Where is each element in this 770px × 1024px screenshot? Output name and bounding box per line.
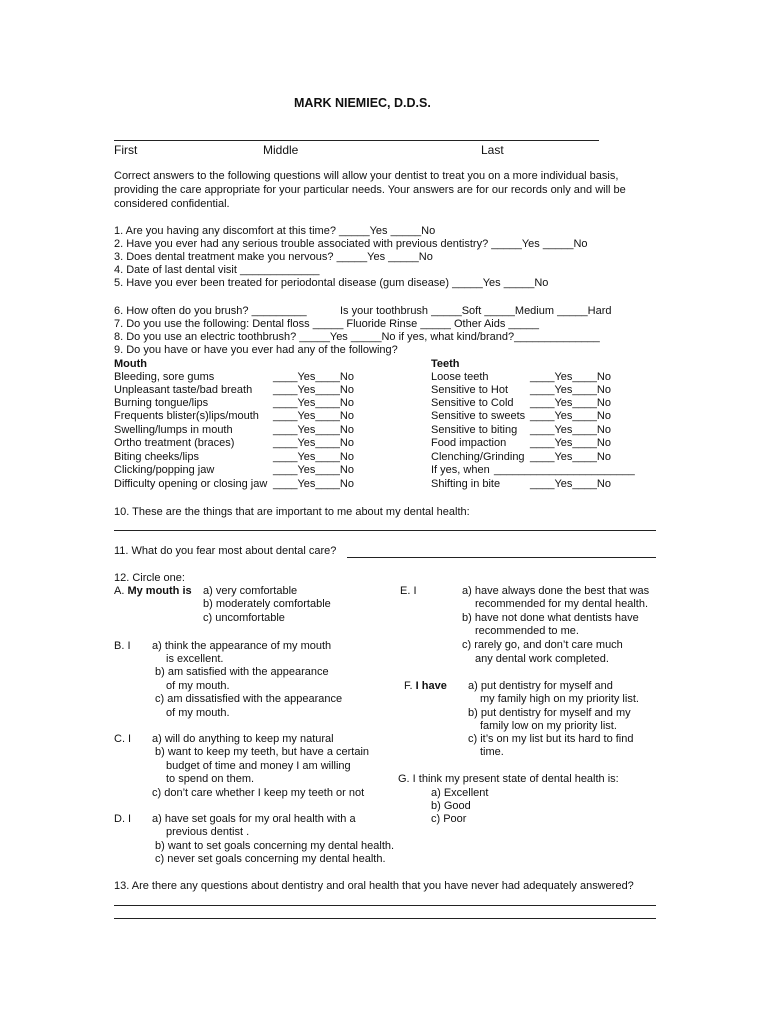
answer-line-13a[interactable] bbox=[114, 905, 656, 906]
option-b-b[interactable]: b) am satisfied with the appearance bbox=[155, 666, 329, 678]
option-e-b-cont: recommended to me. bbox=[475, 625, 579, 637]
option-d-a-cont: previous dentist . bbox=[166, 826, 250, 838]
mouth-item-answer[interactable]: ____Yes____No bbox=[273, 397, 354, 409]
mouth-item-label: Unpleasant taste/bad breath bbox=[114, 384, 253, 396]
option-b-c[interactable]: c) am dissatisfied with the appearance bbox=[155, 693, 343, 705]
teeth-item-answer[interactable]: ____Yes____No bbox=[530, 397, 611, 409]
mouth-item-label: Difficulty opening or closing jaw bbox=[114, 478, 268, 490]
option-c-b-cont: budget of time and money I am willing bbox=[166, 760, 351, 772]
mouth-item-answer[interactable]: ____Yes____No bbox=[273, 424, 354, 436]
teeth-item-label: Sensitive to Hot bbox=[431, 384, 509, 396]
question-8[interactable]: 8. Do you use an electric toothbrush? _____Yes _____No if yes, what kind/brand?______________ bbox=[114, 331, 600, 343]
section-d-label: D. I bbox=[114, 813, 132, 825]
option-e-a-cont: recommended for my dental health. bbox=[475, 598, 649, 610]
mouth-item-label: Biting cheeks/lips bbox=[114, 451, 199, 463]
mouth-item-answer[interactable]: ____Yes____No bbox=[273, 451, 354, 463]
option-e-b[interactable]: b) have not done what dentists have bbox=[462, 612, 639, 624]
intro-line-1: Correct answers to the following questions will allow your dentist to treat you on a more individual basis, bbox=[114, 170, 619, 182]
mouth-item-label: Frequents blister(s)lips/mouth bbox=[114, 410, 259, 422]
mouth-item-answer[interactable]: ____Yes____No bbox=[273, 371, 354, 383]
option-f-a-cont: my family high on my priority list. bbox=[480, 693, 639, 705]
section-f-prefix: F. bbox=[404, 680, 416, 692]
question-6-toothbrush[interactable]: Is your toothbrush _____Soft _____Medium _____Hard bbox=[340, 305, 612, 317]
teeth-item-answer[interactable]: _______________________ bbox=[494, 464, 635, 476]
section-c-label: C. I bbox=[114, 733, 132, 745]
section-a-bold: My mouth is bbox=[127, 585, 192, 597]
first-name-label: First bbox=[114, 143, 138, 157]
option-g-a[interactable]: a) Excellent bbox=[431, 787, 489, 799]
teeth-item-label: Shifting in bite bbox=[431, 478, 501, 490]
answer-line-13b[interactable] bbox=[114, 918, 656, 919]
teeth-item-answer[interactable]: ____Yes____No bbox=[530, 371, 611, 383]
option-f-a[interactable]: a) put dentistry for myself and bbox=[468, 680, 613, 692]
option-g-c[interactable]: c) Poor bbox=[431, 813, 467, 825]
question-7[interactable]: 7. Do you use the following: Dental floss _____ Fluoride Rinse _____ Other Aids _____ bbox=[114, 318, 539, 330]
mouth-item-answer[interactable]: ____Yes____No bbox=[273, 437, 354, 449]
page-title: MARK NIEMIEC, D.D.S. bbox=[294, 96, 431, 110]
question-2[interactable]: 2. Have you ever had any serious trouble associated with previous dentistry? _____Yes _____No bbox=[114, 238, 588, 250]
question-12: 12. Circle one: bbox=[114, 572, 185, 584]
teeth-item-answer[interactable]: ____Yes____No bbox=[530, 384, 611, 396]
teeth-item-label: Sensitive to biting bbox=[431, 424, 518, 436]
mouth-item-answer[interactable]: ____Yes____No bbox=[273, 384, 354, 396]
intro-line-3: considered confidential. bbox=[114, 198, 230, 210]
mouth-item-label: Ortho treatment (braces) bbox=[114, 437, 235, 449]
mouth-item-answer[interactable]: ____Yes____No bbox=[273, 410, 354, 422]
option-b-c-cont: of my mouth. bbox=[166, 707, 230, 719]
teeth-item-label: Sensitive to sweets bbox=[431, 410, 526, 422]
question-6[interactable]: 6. How often do you brush? _________ bbox=[114, 305, 307, 317]
option-f-b[interactable]: b) put dentistry for myself and my bbox=[468, 707, 631, 719]
option-f-c-cont: time. bbox=[480, 746, 504, 758]
mouth-item-label: Burning tongue/lips bbox=[114, 397, 209, 409]
question-4[interactable]: 4. Date of last dental visit _____________ bbox=[114, 264, 320, 276]
teeth-item-label: If yes, when bbox=[431, 464, 490, 476]
teeth-item-answer[interactable]: ____Yes____No bbox=[530, 410, 611, 422]
question-10: 10. These are the things that are important to me about my dental health: bbox=[114, 506, 470, 518]
section-f-label bbox=[404, 680, 447, 693]
answer-line-11[interactable] bbox=[347, 557, 656, 558]
option-d-c[interactable]: c) never set goals concerning my dental health. bbox=[155, 853, 386, 865]
option-d-a[interactable]: a) have set goals for my oral health with a bbox=[152, 813, 356, 825]
question-3[interactable]: 3. Does dental treatment make you nervous? _____Yes _____No bbox=[114, 251, 433, 263]
teeth-item-label: Sensitive to Cold bbox=[431, 397, 514, 409]
option-c-a[interactable]: a) will do anything to keep my natural bbox=[152, 733, 334, 745]
last-name-label: Last bbox=[481, 143, 504, 157]
question-13: 13. Are there any questions about dentistry and oral health that you have never had adequately answered? bbox=[114, 880, 634, 892]
answer-line-10[interactable] bbox=[114, 530, 656, 531]
section-a-prefix: A. bbox=[114, 585, 128, 597]
option-d-b[interactable]: b) want to set goals concerning my dental health. bbox=[155, 840, 395, 852]
option-e-a[interactable]: a) have always done the best that was bbox=[462, 585, 650, 597]
section-g-label: G. I think my present state of dental health is: bbox=[398, 773, 619, 785]
option-g-b[interactable]: b) Good bbox=[431, 800, 471, 812]
section-f-bold: I have bbox=[415, 680, 447, 692]
option-f-c[interactable]: c) it’s on my list but its hard to find bbox=[468, 733, 634, 745]
section-a-label bbox=[114, 585, 192, 598]
section-b-label: B. I bbox=[114, 640, 131, 652]
option-a-c[interactable]: c) uncomfortable bbox=[203, 612, 285, 624]
mouth-item-label: Bleeding, sore gums bbox=[114, 371, 215, 383]
option-c-c[interactable]: c) don’t care whether I keep my teeth or not bbox=[152, 787, 365, 799]
teeth-item-label: Loose teeth bbox=[431, 371, 489, 383]
mouth-item-answer[interactable]: ____Yes____No bbox=[273, 464, 354, 476]
option-e-c[interactable]: c) rarely go, and don’t care much bbox=[462, 639, 623, 651]
teeth-heading: Teeth bbox=[431, 358, 460, 370]
question-5[interactable]: 5. Have you ever been treated for periodontal disease (gum disease) _____Yes _____No bbox=[114, 277, 549, 289]
option-b-b-cont: of my mouth. bbox=[166, 680, 230, 692]
teeth-item-label: Clenching/Grinding bbox=[431, 451, 525, 463]
middle-name-label: Middle bbox=[263, 143, 299, 157]
question-1[interactable]: 1. Are you having any discomfort at this time? _____Yes _____No bbox=[114, 225, 436, 237]
option-c-b[interactable]: b) want to keep my teeth, but have a certain bbox=[155, 746, 370, 758]
option-e-c-cont: any dental work completed. bbox=[475, 653, 609, 665]
section-e-label: E. I bbox=[400, 585, 417, 597]
teeth-item-label: Food impaction bbox=[431, 437, 507, 449]
intro-line-2: providing the care appropriate for your particular needs. Your answers are for our records only and will be bbox=[114, 184, 626, 196]
name-line[interactable] bbox=[114, 140, 599, 141]
question-11: 11. What do you fear most about dental care? bbox=[114, 545, 337, 557]
option-b-a[interactable]: a) think the appearance of my mouth bbox=[152, 640, 332, 652]
mouth-item-answer[interactable]: ____Yes____No bbox=[273, 478, 354, 490]
mouth-item-label: Clicking/popping jaw bbox=[114, 464, 215, 476]
question-9: 9. Do you have or have you ever had any of the following? bbox=[114, 344, 398, 356]
teeth-item-answer[interactable]: ____Yes____No bbox=[530, 424, 611, 436]
option-b-a-cont: is excellent. bbox=[166, 653, 224, 665]
teeth-item-answer[interactable]: ____Yes____No bbox=[530, 451, 611, 463]
teeth-item-answer[interactable]: ____Yes____No bbox=[530, 437, 611, 449]
teeth-item-answer[interactable]: ____Yes____No bbox=[530, 478, 611, 490]
mouth-item-label: Swelling/lumps in mouth bbox=[114, 424, 233, 436]
mouth-heading: Mouth bbox=[114, 358, 147, 370]
option-f-b-cont: family low on my priority list. bbox=[480, 720, 617, 732]
option-a-b[interactable]: b) moderately comfortable bbox=[203, 598, 331, 610]
option-c-b-cont2: to spend on them. bbox=[166, 773, 255, 785]
option-a-a[interactable]: a) very comfortable bbox=[203, 585, 298, 597]
